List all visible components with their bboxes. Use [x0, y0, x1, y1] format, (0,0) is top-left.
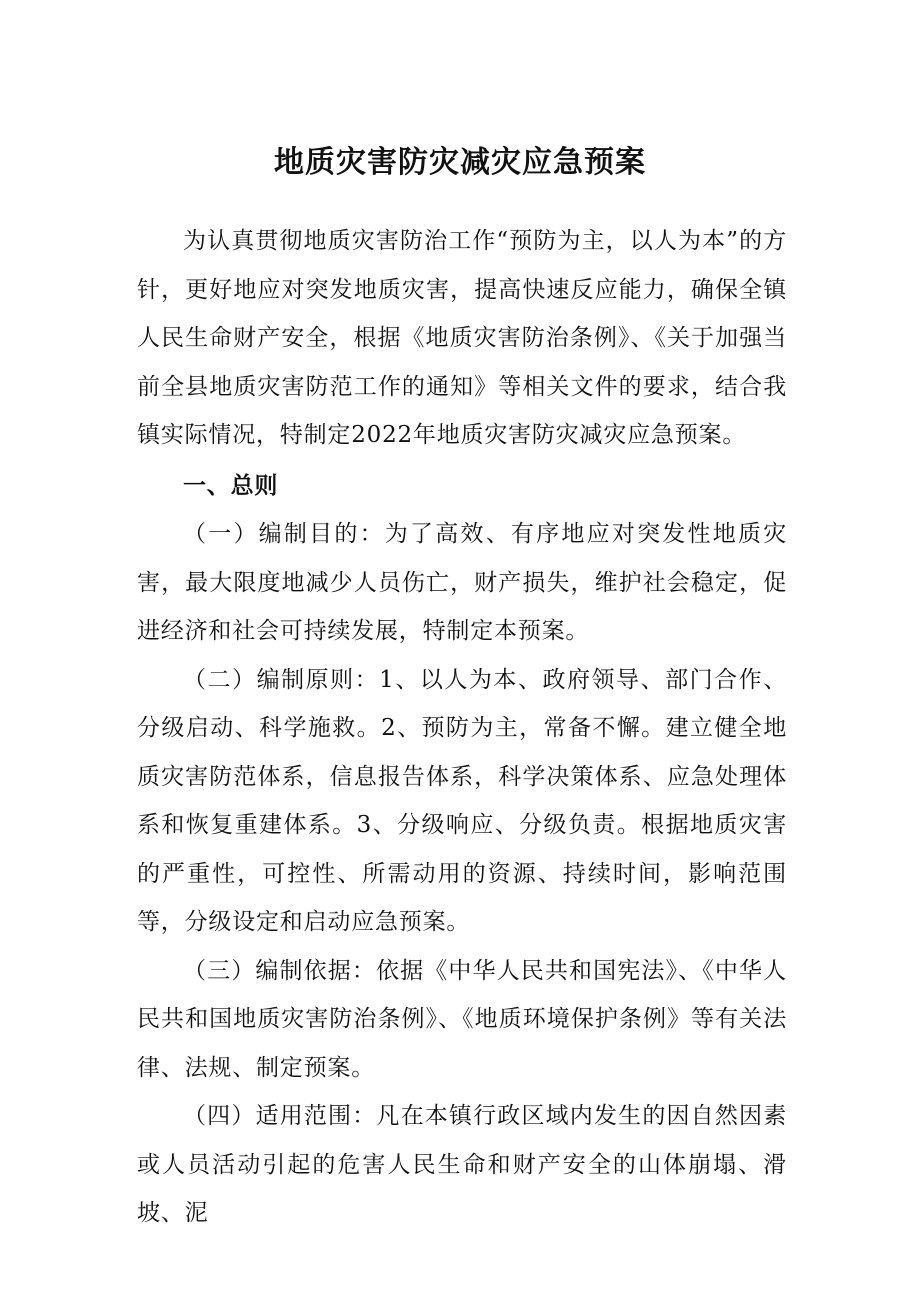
- document-title: 地质灾害防灾减灾应急预案: [274, 145, 646, 180]
- intro-paragraph: 为认真贯彻地质灾害防治工作“预防为主，以人为本”的方针，更好地应对突发地质灾害，提高快速反应能力，确保全镇人民生命财产安全，根据《地质灾害防治条例》、《关于加强当前全县地质灾害防范工作的通知》等相关文件的要求，结合我镇实际情况，特制定2022年地质灾害防灾减灾应急预案。: [137, 228, 787, 448]
- section-heading-general: 一、总则: [183, 472, 279, 499]
- document-body: [137, 217, 787, 1238]
- paragraph-basis: （三）编制依据：依据《中华人民共和国宪法》、《中华人民共和国地质灾害防治条例》、《地质环境保护条例》等有关法律、法规、制定预案。: [137, 957, 787, 1081]
- paragraph-scope: （四）适用范围：凡在本镇行政区域内发生的因自然因素或人员活动引起的危害人民生命和财产安全的山体崩塌、滑坡、泥: [137, 1103, 787, 1226]
- paragraph-principles: （二）编制原则：1、以人为本、政府领导、部门合作、分级启动、科学施救。2、预防为主，常备不懈。建立健全地质灾害防范体系，信息报告体系，科学决策体系、应急处理体系和恢复重建体系。3、分级响应、分级负责。根据地质灾害的严重性，可控性、所需动用的资源、持续时间，影响范围等，分级设定和启动应急预案。: [137, 666, 787, 935]
- paragraph-purpose: （一）编制目的：为了高效、有序地应对突发性地质灾害，最大限度地减少人员伤亡，财产损失，维护社会稳定，促进经济和社会可持续发展，特制定本预案。: [137, 521, 787, 644]
